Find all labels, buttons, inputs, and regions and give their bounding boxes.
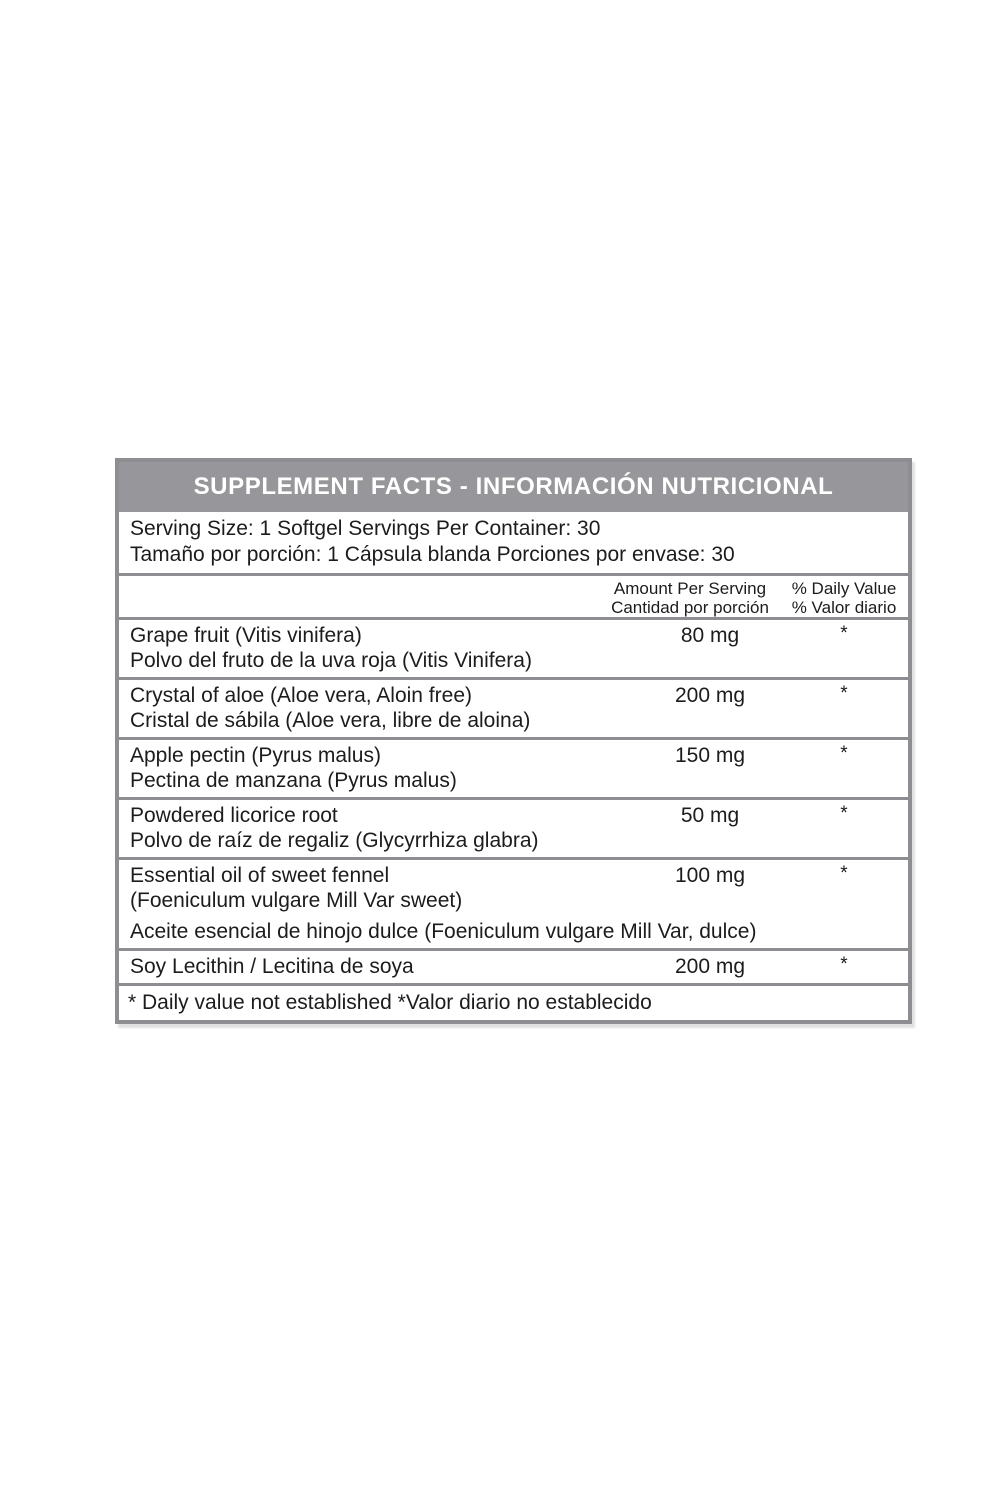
ingredient-line: Polvo del fruto de la uva roja (Vitis Vinifera) xyxy=(130,649,532,672)
daily-value-cell: * xyxy=(840,803,848,824)
serving-size-line-es: Tamaño por porción: 1 Cápsula blanda Porciones por envase: 30 xyxy=(130,543,735,566)
serving-size-line-en: Serving Size: 1 Softgel Servings Per Container: 30 xyxy=(130,517,601,540)
amount-header-en: Amount Per Serving xyxy=(613,579,767,598)
amount-cell: 50 mg xyxy=(680,804,740,827)
amount-header-es: Cantidad por porción xyxy=(611,598,769,617)
ingredient-row xyxy=(119,677,908,737)
daily-value-cell: * xyxy=(840,954,848,975)
daily-value-cell: * xyxy=(840,863,848,884)
daily-value-header-en: % Daily Value xyxy=(791,579,897,598)
ingredient-line: Cristal de sábila (Aloe vera, libre de aloina) xyxy=(130,709,531,732)
ingredient-line: Pectina de manzana (Pyrus malus) xyxy=(130,769,457,792)
column-headers xyxy=(119,573,908,617)
ingredient-rows xyxy=(119,617,908,983)
amount-cell: 100 mg xyxy=(674,864,746,887)
ingredient-row xyxy=(119,617,908,677)
ingredient-row xyxy=(119,797,908,857)
ingredient-row xyxy=(119,737,908,797)
supplement-facts-panel xyxy=(115,458,912,1024)
ingredient-line: (Foeniculum vulgare Mill Var sweet) xyxy=(130,889,463,912)
panel-title: SUPPLEMENT FACTS - INFORMACIÓN NUTRICIONAL xyxy=(119,462,908,512)
ingredient-line: Essential oil of sweet fennel xyxy=(130,864,390,887)
amount-cell: 200 mg xyxy=(674,955,746,978)
daily-value-column-header xyxy=(775,579,913,617)
ingredient-line: Aceite esencial de hinojo dulce (Foeniculum vulgare Mill Var, dulce) xyxy=(130,920,757,943)
amount-cell: 150 mg xyxy=(674,744,746,767)
ingredient-row xyxy=(119,857,908,948)
daily-value-cell: * xyxy=(840,743,848,764)
amount-column-header xyxy=(590,579,790,617)
amount-cell: 200 mg xyxy=(674,684,746,707)
daily-value-header-es: % Valor diario xyxy=(791,598,897,617)
ingredient-line: Soy Lecithin / Lecitina de soya xyxy=(130,955,414,978)
daily-value-cell: * xyxy=(840,623,848,644)
ingredient-row xyxy=(119,948,908,983)
ingredient-line: Polvo de raíz de regaliz (Glycyrrhiza glabra) xyxy=(130,829,539,852)
ingredient-line: Powdered licorice root xyxy=(130,804,338,827)
daily-value-cell: * xyxy=(840,683,848,704)
amount-cell: 80 mg xyxy=(680,624,740,647)
ingredient-line: Crystal of aloe (Aloe vera, Aloin free) xyxy=(130,684,472,707)
ingredient-line: Grape fruit (Vitis vinifera) xyxy=(130,624,362,647)
serving-info xyxy=(119,512,908,573)
ingredient-line: Apple pectin (Pyrus malus) xyxy=(130,744,381,767)
daily-value-footnote: * Daily value not established *Valor diario no establecido xyxy=(119,983,908,1020)
